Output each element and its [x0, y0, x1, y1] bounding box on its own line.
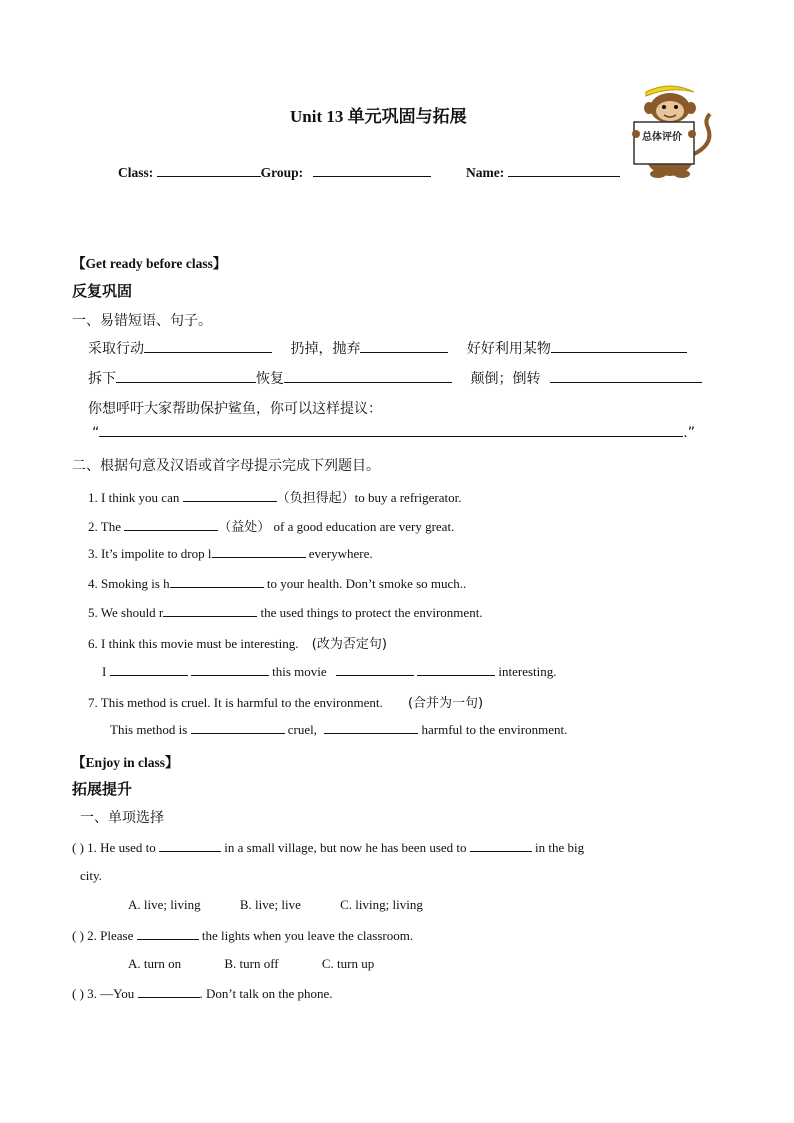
part2-item-6-answer	[102, 663, 557, 680]
section-review: 反复巩固	[72, 282, 133, 300]
part1-heading: 一、易错短语、句子。	[72, 313, 212, 329]
phrase-blank[interactable]	[284, 370, 452, 383]
sentence-prompt: 你想呼吁大家帮助保护鲨鱼，你可以这样提议：	[88, 401, 382, 417]
question-1	[72, 839, 722, 856]
badge-label: 总体评价	[642, 132, 682, 143]
part2-item-7	[88, 692, 483, 711]
phrase-label: 颠倒；倒转	[470, 371, 541, 387]
name-field	[466, 164, 620, 181]
question-text: in the big	[535, 840, 585, 855]
item-text: This method is	[110, 722, 188, 737]
answer-blank[interactable]	[138, 985, 200, 998]
class-field	[118, 164, 431, 181]
item-text: interesting.	[498, 664, 557, 679]
phrase-blank[interactable]	[144, 340, 272, 353]
sentence-answer-line	[92, 424, 695, 441]
item-text: I	[102, 664, 107, 679]
answer-blank[interactable]	[212, 545, 306, 558]
answer-blank[interactable]	[336, 663, 414, 676]
item-text: 3. It’s impolite to drop l	[88, 546, 212, 561]
option-c[interactable]: C. turn up	[321, 956, 375, 971]
question-2	[72, 927, 413, 944]
answer-blank[interactable]	[170, 575, 264, 588]
quote-close: .”	[683, 425, 695, 441]
item-text: 4. Smoking is h	[88, 576, 170, 591]
part2-item-5	[88, 604, 483, 621]
answer-blank[interactable]	[183, 489, 277, 502]
question-1-options	[128, 897, 423, 913]
item-text: the used things to protect the environment.	[260, 605, 483, 620]
question-text: ( ) 1. He used to	[72, 840, 156, 855]
part2-item-6	[88, 633, 387, 652]
name-blank[interactable]	[508, 164, 620, 177]
option-b[interactable]: B. live; live	[239, 897, 301, 912]
part2-item-1	[88, 487, 461, 506]
question-text: ( ) 2. Please	[72, 928, 134, 943]
question-text: in a small village, but now he has been used to	[224, 840, 467, 855]
item-text: （益处） of a good education are very great.	[218, 519, 455, 534]
group-label: Group:	[260, 165, 304, 180]
class-blank[interactable]	[157, 164, 261, 177]
option-b[interactable]: B. turn off	[224, 956, 279, 971]
group-blank[interactable]	[313, 164, 431, 177]
phrase-row-1	[88, 338, 687, 358]
sentence-blank[interactable]	[99, 424, 683, 437]
answer-blank[interactable]	[124, 518, 218, 531]
part2-item-3	[88, 545, 373, 562]
page-title: Unit 13 单元巩固与拓展	[290, 107, 467, 126]
item-instruction: (改为否定句)	[311, 637, 387, 652]
item-text: 5. We should r	[88, 605, 164, 620]
part2-item-7-answer	[110, 721, 567, 738]
answer-blank[interactable]	[470, 839, 532, 852]
item-text: everywhere.	[308, 546, 373, 561]
answer-blank[interactable]	[324, 721, 418, 734]
phrase-blank[interactable]	[116, 370, 256, 383]
question-1-cont: city.	[80, 868, 102, 883]
phrase-label: 恢复	[256, 371, 284, 387]
question-3	[72, 985, 333, 1002]
item-text: this movie	[272, 664, 327, 679]
answer-blank[interactable]	[417, 663, 495, 676]
question-text: the lights when you leave the classroom.	[201, 928, 414, 943]
part3-heading: 一、单项选择	[80, 810, 164, 826]
phrase-label: 拆下	[88, 371, 116, 387]
part2-item-2	[88, 516, 454, 535]
name-label: Name:	[466, 165, 505, 180]
part2-item-4	[88, 575, 466, 592]
answer-blank[interactable]	[163, 604, 257, 617]
class-label: Class:	[118, 165, 154, 180]
answer-blank[interactable]	[137, 927, 199, 940]
phrase-blank[interactable]	[360, 340, 448, 353]
answer-blank[interactable]	[191, 663, 269, 676]
section-before-class: 【Get ready before class】	[72, 256, 227, 271]
item-text: harmful to the environment.	[421, 722, 568, 737]
question-text: ( ) 3. —You	[72, 986, 135, 1001]
item-text: 1. I think you can	[88, 490, 180, 505]
item-text: （负担得起）to buy a refrigerator.	[276, 490, 462, 505]
option-a[interactable]: A. turn on	[128, 956, 182, 971]
phrase-label: 扔掉，抛弃	[290, 341, 361, 357]
answer-blank[interactable]	[110, 663, 188, 676]
item-instruction: (合并为一句)	[407, 696, 484, 711]
item-text: cruel,	[287, 722, 318, 737]
option-a[interactable]: A. live; living	[128, 897, 201, 912]
item-text: 2. The	[88, 519, 121, 534]
part2-heading: 二、根据句意及汉语或首字母提示完成下列题目。	[72, 458, 380, 474]
phrase-blank[interactable]	[551, 340, 687, 353]
question-2-options	[128, 956, 374, 972]
quote-open: “	[92, 425, 100, 441]
phrase-label: 采取行动	[88, 341, 144, 357]
phrase-blank[interactable]	[550, 370, 702, 383]
question-text: . Don’t talk on the phone.	[199, 986, 333, 1001]
option-c[interactable]: C. living; living	[340, 897, 423, 912]
item-text: 7. This method is cruel. It is harmful to the environment.	[88, 695, 383, 710]
answer-blank[interactable]	[191, 721, 285, 734]
answer-blank[interactable]	[159, 839, 221, 852]
section-extend: 拓展提升	[72, 780, 133, 798]
phrase-label: 好好利用某物	[466, 341, 551, 357]
item-text: 6. I think this movie must be interesting.	[88, 636, 299, 651]
section-enjoy-class: 【Enjoy in class】	[72, 755, 179, 770]
item-text: to your health. Don’t smoke so much..	[266, 576, 467, 591]
phrase-row-2	[88, 368, 702, 388]
